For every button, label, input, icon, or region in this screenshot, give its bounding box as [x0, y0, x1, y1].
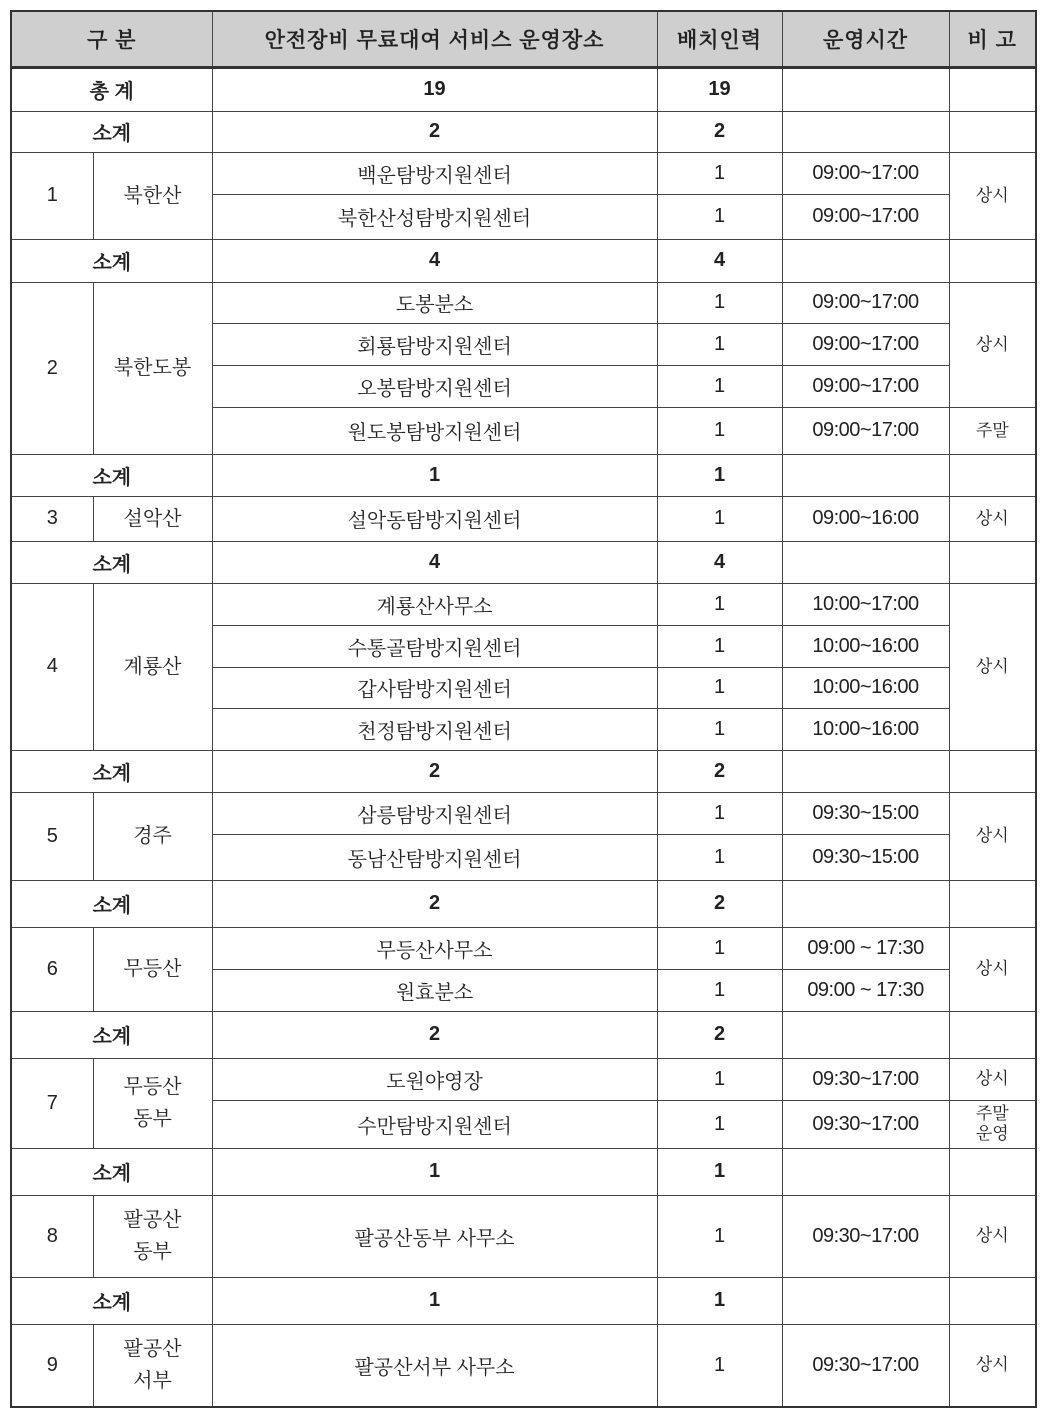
empty-cell: [949, 880, 1036, 927]
staff-count: 1: [657, 407, 782, 454]
empty-cell: [949, 1011, 1036, 1058]
park-number: 5: [11, 792, 93, 880]
table-row: [11, 1324, 1036, 1407]
park-number: 1: [11, 152, 93, 239]
subtotal-label: 소계: [11, 1148, 212, 1195]
subtotal-places: 1: [212, 1148, 657, 1195]
total-label: 총 계: [11, 67, 212, 111]
subtotal-row: [11, 750, 1036, 792]
staff-count: 1: [657, 625, 782, 667]
note: 상시: [949, 1058, 1036, 1100]
empty-cell: [782, 67, 949, 111]
operating-hours: 09:00 ~ 17:30: [782, 927, 949, 969]
place-name: 동남산탐방지원센터: [212, 834, 657, 880]
park-name: 설악산: [93, 496, 212, 541]
operating-hours: 09:30~17:00: [782, 1324, 949, 1407]
subtotal-row: [11, 239, 1036, 282]
operating-hours: 09:00 ~ 17:30: [782, 969, 949, 1011]
empty-cell: [782, 750, 949, 792]
operating-hours: 09:00~17:00: [782, 365, 949, 407]
park-name: 팔공산 동부: [93, 1195, 212, 1277]
subtotal-places: 4: [212, 239, 657, 282]
header-category: 구 분: [11, 11, 212, 67]
place-name: 원도봉탐방지원센터: [212, 407, 657, 454]
rental-locations-table: [10, 10, 1037, 1408]
note: 상시: [949, 152, 1036, 239]
operating-hours: 09:00~17:00: [782, 323, 949, 365]
subtotal-places: 2: [212, 111, 657, 152]
place-name: 무등산사무소: [212, 927, 657, 969]
subtotal-places: 4: [212, 541, 657, 583]
place-name: 팔공산동부 사무소: [212, 1195, 657, 1277]
subtotal-places: 1: [212, 1277, 657, 1324]
table-row: [11, 496, 1036, 541]
header-row: [11, 11, 1036, 67]
subtotal-staff: 1: [657, 1277, 782, 1324]
note: 주말 운영: [949, 1100, 1036, 1148]
note: 상시: [949, 927, 1036, 1011]
park-number: 4: [11, 583, 93, 750]
operating-hours: 09:00~16:00: [782, 496, 949, 541]
subtotal-label: 소계: [11, 239, 212, 282]
subtotal-label: 소계: [11, 111, 212, 152]
park-number: 3: [11, 496, 93, 541]
total-row: [11, 67, 1036, 111]
operating-hours: 10:00~16:00: [782, 625, 949, 667]
staff-count: 1: [657, 1100, 782, 1148]
table-row: [11, 583, 1036, 625]
staff-count: 1: [657, 496, 782, 541]
place-name: 수만탐방지원센터: [212, 1100, 657, 1148]
subtotal-staff: 2: [657, 750, 782, 792]
empty-cell: [782, 541, 949, 583]
staff-count: 1: [657, 834, 782, 880]
note: 상시: [949, 1195, 1036, 1277]
header-note: 비 고: [949, 11, 1036, 67]
total-staff: 19: [657, 67, 782, 111]
table-row: [11, 927, 1036, 969]
park-name: 계룡산: [93, 583, 212, 750]
table-row: [11, 282, 1036, 323]
place-name: 갑사탐방지원센터: [212, 667, 657, 708]
staff-count: 1: [657, 927, 782, 969]
place-name: 팔공산서부 사무소: [212, 1324, 657, 1407]
operating-hours: 09:00~17:00: [782, 282, 949, 323]
empty-cell: [949, 67, 1036, 111]
staff-count: 1: [657, 969, 782, 1011]
note: 상시: [949, 792, 1036, 880]
empty-cell: [949, 1148, 1036, 1195]
staff-count: 1: [657, 194, 782, 239]
subtotal-row: [11, 1011, 1036, 1058]
operating-hours: 09:30~17:00: [782, 1195, 949, 1277]
place-name: 삼릉탐방지원센터: [212, 792, 657, 834]
park-name: 북한산: [93, 152, 212, 239]
subtotal-places: 2: [212, 750, 657, 792]
subtotal-staff: 1: [657, 454, 782, 496]
empty-cell: [782, 454, 949, 496]
subtotal-staff: 4: [657, 239, 782, 282]
place-name: 천정탐방지원센터: [212, 708, 657, 750]
empty-cell: [949, 454, 1036, 496]
staff-count: 1: [657, 708, 782, 750]
header-place: 안전장비 무료대여 서비스 운영장소: [212, 11, 657, 67]
staff-count: 1: [657, 1058, 782, 1100]
subtotal-label: 소계: [11, 880, 212, 927]
staff-count: 1: [657, 583, 782, 625]
table-row: [11, 792, 1036, 834]
subtotal-staff: 2: [657, 1011, 782, 1058]
total-places: 19: [212, 67, 657, 111]
staff-count: 1: [657, 365, 782, 407]
place-name: 회룡탐방지원센터: [212, 323, 657, 365]
subtotal-row: [11, 1277, 1036, 1324]
operating-hours: 09:30~15:00: [782, 792, 949, 834]
operating-hours: 09:30~17:00: [782, 1100, 949, 1148]
park-name: 팔공산 서부: [93, 1324, 212, 1407]
subtotal-label: 소계: [11, 454, 212, 496]
operating-hours: 09:30~17:00: [782, 1058, 949, 1100]
park-number: 9: [11, 1324, 93, 1407]
operating-hours: 09:00~17:00: [782, 194, 949, 239]
subtotal-label: 소계: [11, 1011, 212, 1058]
place-name: 수통골탐방지원센터: [212, 625, 657, 667]
place-name: 오봉탐방지원센터: [212, 365, 657, 407]
header-hours: 운영시간: [782, 11, 949, 67]
subtotal-label: 소계: [11, 1277, 212, 1324]
empty-cell: [782, 1148, 949, 1195]
empty-cell: [782, 1011, 949, 1058]
subtotal-label: 소계: [11, 750, 212, 792]
staff-count: 1: [657, 667, 782, 708]
empty-cell: [949, 1277, 1036, 1324]
park-number: 2: [11, 282, 93, 454]
empty-cell: [949, 541, 1036, 583]
table-row: [11, 152, 1036, 194]
subtotal-row: [11, 111, 1036, 152]
place-name: 계룡산사무소: [212, 583, 657, 625]
operating-hours: 09:00~17:00: [782, 152, 949, 194]
place-name: 북한산성탐방지원센터: [212, 194, 657, 239]
subtotal-places: 2: [212, 880, 657, 927]
empty-cell: [949, 111, 1036, 152]
place-name: 원효분소: [212, 969, 657, 1011]
empty-cell: [782, 880, 949, 927]
header-staff: 배치인력: [657, 11, 782, 67]
subtotal-places: 2: [212, 1011, 657, 1058]
subtotal-row: [11, 454, 1036, 496]
staff-count: 1: [657, 792, 782, 834]
note: 상시: [949, 583, 1036, 750]
operating-hours: 10:00~16:00: [782, 708, 949, 750]
note: 상시: [949, 1324, 1036, 1407]
staff-count: 1: [657, 1324, 782, 1407]
staff-count: 1: [657, 323, 782, 365]
empty-cell: [782, 111, 949, 152]
place-name: 설악동탐방지원센터: [212, 496, 657, 541]
note: 주말: [949, 407, 1036, 454]
subtotal-staff: 2: [657, 111, 782, 152]
table-row: [11, 1195, 1036, 1277]
park-name: 무등산 동부: [93, 1058, 212, 1148]
empty-cell: [782, 1277, 949, 1324]
park-number: 6: [11, 927, 93, 1011]
subtotal-row: [11, 1148, 1036, 1195]
staff-count: 1: [657, 1195, 782, 1277]
empty-cell: [949, 750, 1036, 792]
operating-hours: 09:30~15:00: [782, 834, 949, 880]
subtotal-label: 소계: [11, 541, 212, 583]
park-name: 경주: [93, 792, 212, 880]
note: 상시: [949, 282, 1036, 407]
park-name: 북한도봉: [93, 282, 212, 454]
subtotal-staff: 1: [657, 1148, 782, 1195]
park-name: 무등산: [93, 927, 212, 1011]
subtotal-staff: 4: [657, 541, 782, 583]
place-name: 도원야영장: [212, 1058, 657, 1100]
operating-hours: 10:00~17:00: [782, 583, 949, 625]
subtotal-places: 1: [212, 454, 657, 496]
subtotal-staff: 2: [657, 880, 782, 927]
subtotal-row: [11, 880, 1036, 927]
staff-count: 1: [657, 152, 782, 194]
empty-cell: [949, 239, 1036, 282]
park-number: 8: [11, 1195, 93, 1277]
empty-cell: [782, 239, 949, 282]
table-row: [11, 1058, 1036, 1100]
staff-count: 1: [657, 282, 782, 323]
place-name: 백운탐방지원센터: [212, 152, 657, 194]
place-name: 도봉분소: [212, 282, 657, 323]
subtotal-row: [11, 541, 1036, 583]
park-number: 7: [11, 1058, 93, 1148]
operating-hours: 10:00~16:00: [782, 667, 949, 708]
operating-hours: 09:00~17:00: [782, 407, 949, 454]
note: 상시: [949, 496, 1036, 541]
